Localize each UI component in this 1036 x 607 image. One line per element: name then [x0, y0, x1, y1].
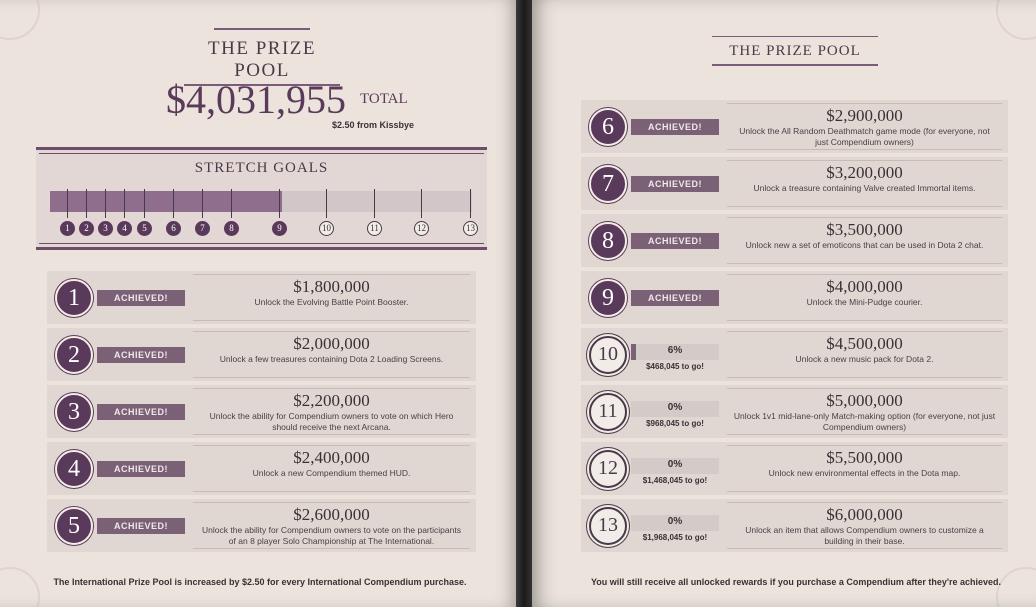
goal-description: Unlock a new Compendium themed HUD. — [252, 468, 411, 478]
stretch-goal-marker-12[interactable]: 12 — [414, 221, 429, 236]
goal-amount-to-go: $1,968,045 to go! — [642, 533, 708, 542]
goal-number-badge: 11 — [589, 393, 627, 431]
stretch-goals-panel — [36, 147, 487, 250]
corner-ornament — [996, 0, 1036, 40]
total-label: TOTAL — [360, 91, 408, 107]
corner-ornament — [0, 567, 40, 607]
goal-details — [193, 445, 470, 492]
goal-amount: $2,000,000 — [293, 334, 370, 353]
goal-description: Unlock the ability for Compendium owners to vote on the participants of an 8 player Solo Championship at The International. — [202, 525, 461, 546]
stretch-goal-tick — [421, 189, 422, 218]
goal-amount: $2,600,000 — [293, 505, 370, 524]
stretch-goal-tick — [173, 189, 174, 218]
goal-progress-percent: 0% — [667, 459, 683, 470]
stretch-goal-tick — [124, 189, 125, 218]
stretch-goal-row[interactable] — [581, 499, 1008, 552]
goal-details — [193, 331, 470, 378]
stretch-goal-tick — [86, 189, 87, 218]
goal-details — [727, 103, 1002, 150]
goal-details — [193, 502, 470, 549]
prize-pool-total: $4,031,955 — [166, 77, 346, 122]
stretch-goals-title: STRETCH GOALS — [194, 160, 329, 176]
stretch-goal-marker-5[interactable]: 5 — [137, 221, 152, 236]
achieved-badge: ACHIEVED! — [631, 233, 719, 249]
goal-progress — [631, 344, 719, 371]
stretch-goal-marker-2[interactable]: 2 — [79, 221, 94, 236]
page-title: THE PRIZE POOL — [184, 38, 340, 86]
goal-number-badge: 6 — [589, 108, 627, 146]
stretch-goal-tick — [231, 189, 232, 218]
stretch-goal-tick — [374, 189, 375, 218]
goal-number-badge: 7 — [589, 165, 627, 203]
achieved-badge: ACHIEVED! — [631, 290, 719, 306]
stretch-goal-row[interactable] — [47, 271, 476, 324]
goal-progress-bar — [631, 401, 719, 417]
goal-number-badge: 10 — [589, 336, 627, 374]
stretch-goal-marker-11[interactable]: 11 — [367, 221, 382, 236]
goal-amount: $5,500,000 — [826, 448, 903, 467]
achieved-badge: ACHIEVED! — [97, 518, 185, 534]
goal-amount: $5,000,000 — [826, 391, 903, 410]
goal-progress — [631, 515, 719, 542]
goal-number-badge: 9 — [589, 279, 627, 317]
goal-progress — [631, 401, 719, 428]
stretch-goal-marker-13[interactable]: 13 — [463, 221, 478, 236]
goal-description: Unlock the Mini-Pudge courier. — [806, 297, 923, 307]
right-footer-note: You will still receive all unlocked rewards if you purchase a Compendium after they're achieved. — [590, 577, 1002, 587]
goal-description: Unlock new a set of emoticons that can be used in Dota 2 chat. — [745, 240, 984, 250]
stretch-goal-row[interactable] — [47, 499, 476, 552]
goal-description: Unlock the All Random Deathmatch game mode (for everyone, not just Compendium owners) — [739, 126, 990, 147]
goal-amount: $2,400,000 — [293, 448, 370, 467]
goal-details — [193, 274, 470, 321]
goal-progress-percent: 0% — [667, 516, 683, 527]
goal-description: Unlock new environmental effects in the Dota map. — [768, 468, 961, 478]
goal-description: Unlock the Evolving Battle Point Booster. — [254, 297, 409, 307]
goal-amount: $3,500,000 — [826, 220, 903, 239]
achieved-badge: ACHIEVED! — [97, 290, 185, 306]
stretch-goal-tick — [105, 189, 106, 218]
goal-amount: $1,800,000 — [293, 277, 370, 296]
stretch-goal-row[interactable] — [581, 385, 1008, 438]
stretch-goal-marker-3[interactable]: 3 — [98, 221, 113, 236]
stretch-goal-marker-7[interactable]: 7 — [195, 221, 210, 236]
goal-amount: $2,200,000 — [293, 391, 370, 410]
stretch-goal-row[interactable] — [581, 271, 1008, 324]
stretch-goals-progress-fill — [50, 191, 282, 212]
stretch-goal-row[interactable] — [47, 385, 476, 438]
goal-details — [727, 445, 1002, 492]
stretch-goal-row[interactable] — [581, 157, 1008, 210]
stretch-goal-marker-4[interactable]: 4 — [117, 221, 132, 236]
stretch-goal-tick — [326, 189, 327, 218]
page-title-right: THE PRIZE POOL — [712, 36, 878, 66]
goal-progress-bar — [631, 515, 719, 531]
goal-details — [727, 388, 1002, 435]
achieved-badge: ACHIEVED! — [631, 176, 719, 192]
goal-progress-percent: 6% — [667, 345, 683, 356]
goal-number-badge: 4 — [55, 450, 93, 488]
goal-description: Unlock 1v1 mid-lane-only Match-making option (for everyone, not just Compendium owners) — [733, 411, 996, 432]
goal-number-badge: 12 — [589, 450, 627, 488]
goal-description: Unlock the ability for Compendium owners to vote on which Hero should receive the next Arcana. — [209, 411, 454, 432]
goal-description: Unlock a treasure containing Valve created Immortal items. — [753, 183, 976, 193]
goal-amount: $3,200,000 — [826, 163, 903, 182]
goal-description: Unlock a new music pack for Dota 2. — [795, 354, 934, 364]
goal-details — [727, 274, 1002, 321]
goal-details — [727, 502, 1002, 549]
stretch-goal-tick — [67, 189, 68, 218]
stretch-goal-row[interactable] — [581, 214, 1008, 267]
goal-details — [193, 388, 470, 435]
goal-amount-to-go: $968,045 to go! — [646, 419, 704, 428]
goal-number-badge: 2 — [55, 336, 93, 374]
goal-amount: $2,900,000 — [826, 106, 903, 125]
stretch-goal-tick — [144, 189, 145, 218]
goal-amount: $4,500,000 — [826, 334, 903, 353]
achieved-badge: ACHIEVED! — [97, 347, 185, 363]
left-footer-note: The International Prize Pool is increased by $2.50 for every International Compendium purchase. — [53, 577, 467, 587]
goal-amount: $6,000,000 — [826, 505, 903, 524]
stretch-goal-row[interactable] — [581, 328, 1008, 381]
goal-number-badge: 1 — [55, 279, 93, 317]
goal-details — [727, 331, 1002, 378]
stretch-goal-marker-1[interactable]: 1 — [60, 221, 75, 236]
stretch-goal-tick — [470, 189, 471, 218]
stretch-goal-row[interactable] — [581, 442, 1008, 495]
goal-amount-to-go: $1,468,045 to go! — [642, 476, 708, 485]
stretch-goal-row[interactable] — [47, 442, 476, 495]
goal-progress-bar — [631, 344, 719, 360]
goal-number-badge: 5 — [55, 507, 93, 545]
achieved-badge: ACHIEVED! — [97, 404, 185, 420]
stretch-goal-marker-8[interactable]: 8 — [224, 221, 239, 236]
achieved-badge: ACHIEVED! — [97, 461, 185, 477]
goal-number-badge: 3 — [55, 393, 93, 431]
stretch-goal-marker-6[interactable]: 6 — [166, 221, 181, 236]
stretch-goal-row[interactable] — [47, 328, 476, 381]
book-spine — [516, 0, 532, 607]
goal-progress-percent: 0% — [667, 402, 683, 413]
stretch-goal-row[interactable] — [581, 100, 1008, 153]
goal-progress-bar — [631, 458, 719, 474]
goal-description: Unlock a few treasures containing Dota 2 Loading Screens. — [219, 354, 444, 364]
goal-details — [727, 217, 1002, 264]
contribution-note: $2.50 from Kissbye — [332, 120, 415, 130]
goal-amount-to-go: $468,045 to go! — [646, 362, 704, 371]
goal-progress — [631, 458, 719, 485]
stretch-goal-marker-10[interactable]: 10 — [319, 221, 334, 236]
achieved-badge: ACHIEVED! — [631, 119, 719, 135]
stretch-goal-tick — [202, 189, 203, 218]
stretch-goals-progress-track — [50, 191, 472, 212]
corner-ornament — [0, 0, 40, 40]
goal-number-badge: 13 — [589, 507, 627, 545]
goal-amount: $4,000,000 — [826, 277, 903, 296]
stretch-goal-marker-9[interactable]: 9 — [272, 221, 287, 236]
goal-number-badge: 8 — [589, 222, 627, 260]
goal-details — [727, 160, 1002, 207]
goal-description: Unlock an item that allows Compendium owners to customize a building in their base. — [745, 525, 984, 546]
stretch-goal-tick — [279, 189, 280, 218]
